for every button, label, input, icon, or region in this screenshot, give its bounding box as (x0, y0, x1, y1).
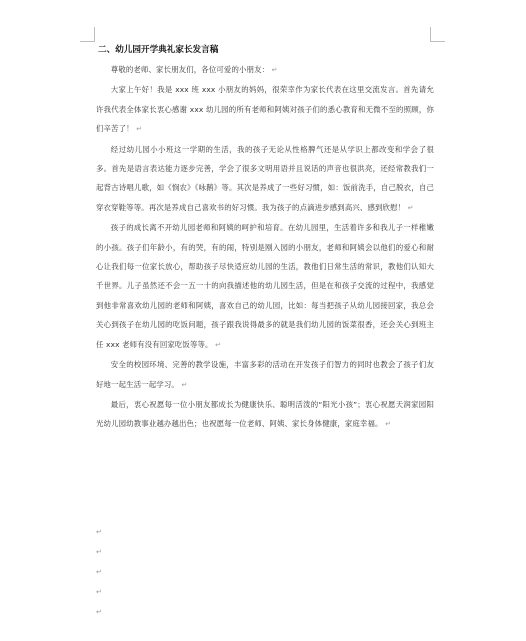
paragraph-text: 经过幼儿园小小班这一学期的生活，我的孩子无论从性格脾气还是从学识上都改变和学会了很多。首先是语言表达能力逐步完善，学会了很多文明用语并且说话的声音也很洪亮，还经常教我们一起背古诗唱儿歌，如《悯农》《咏鹅》等。其次是养成了一些好习惯，如：饭前洗手，自己脱衣，自己穿衣穿鞋等等。再次是养成自己喜欢书的好习惯。我为孩子的点滴进步感到高兴、感到欣慰！ (96, 144, 434, 212)
paragraph-mark: ↵ (96, 588, 102, 596)
paragraph (96, 140, 434, 219)
paragraph-mark: ↵ (136, 125, 143, 134)
paragraph-mark: ↵ (271, 66, 278, 74)
paragraph (96, 395, 434, 435)
paragraph-mark: ↵ (385, 420, 392, 429)
document-body[interactable] (96, 44, 434, 435)
margin-corner-top-right (430, 27, 445, 42)
paragraph-text: 大家上午好！我是 xxx 班 xxx 小朋友的妈妈，很荣幸作为家长代表在这里交流发言。首先请允许我代表全体家长衷心感谢 xxx 幼儿园的所有老师和阿姨对孩子们的悉心教育和无微不至的照顾，你们辛苦了！ (96, 85, 434, 134)
margin-corner-top-left (80, 27, 95, 42)
paragraph-text: 尊敬的老师、家长朋友们，各位可爱的小朋友： (110, 65, 270, 74)
document-title: 二、幼儿园开学典礼家长发言稿 (98, 45, 219, 55)
paragraph-mark: ↵ (215, 340, 222, 349)
paragraph-text: 安全的校园环境、完善的教学设施，丰富多彩的活动在开发孩子们智力的同时也教会了孩子们友好地一起生活一起学习。 (96, 360, 434, 389)
paragraph (96, 80, 434, 139)
paragraph (96, 355, 434, 395)
paragraph-mark: ↵ (96, 608, 102, 616)
paragraph-text: 最后，衷心祝愿每一位小朋友都成长为健康快乐、聪明活泼的“阳光小孩”；衷心祝愿天润家园阳光幼儿园幼教事业越办越出色；也祝愿每一位老师、阿姨、家长身体健康，家庭幸福。 (96, 399, 434, 429)
paragraph (96, 60, 434, 80)
paragraph-mark: ↵ (96, 568, 102, 576)
paragraph (96, 218, 434, 355)
empty-paragraphs (96, 528, 102, 628)
paragraph-mark: ↵ (96, 548, 102, 556)
paragraph-mark: ↵ (181, 380, 188, 389)
paragraph-mark: ↵ (407, 203, 414, 212)
paragraph-text: 孩子的成长离不开幼儿园老师和阿姨的呵护和培育。在幼儿园里，生活着许多和我儿子一样稚嫩的小孩。孩子们年龄小，有的哭，有的闹，特别是刚入园的小朋友，老师和阿姨会以他们的爱心和耐心让我们每一位家长放心，帮助孩子尽快适应幼儿园的生活，教他们日常生活的常识，教他们认知大千世界。儿子虽然还不会一五一十的向我描述他的幼儿园生活，但是在和孩子交流的过程中，我感觉到他非常喜欢幼儿园的老师和阿姨，喜欢自己的幼儿园，比如：每当把孩子从幼儿园接回家，我总会关心到孩子在幼儿园的吃饭问题，孩子跟我说得最多的就是我们幼儿园的饭菜很香，还会关心到班主任 xxx 老师有没有回家吃饭等等。 (96, 223, 434, 349)
paragraph-mark: ↵ (96, 528, 102, 536)
